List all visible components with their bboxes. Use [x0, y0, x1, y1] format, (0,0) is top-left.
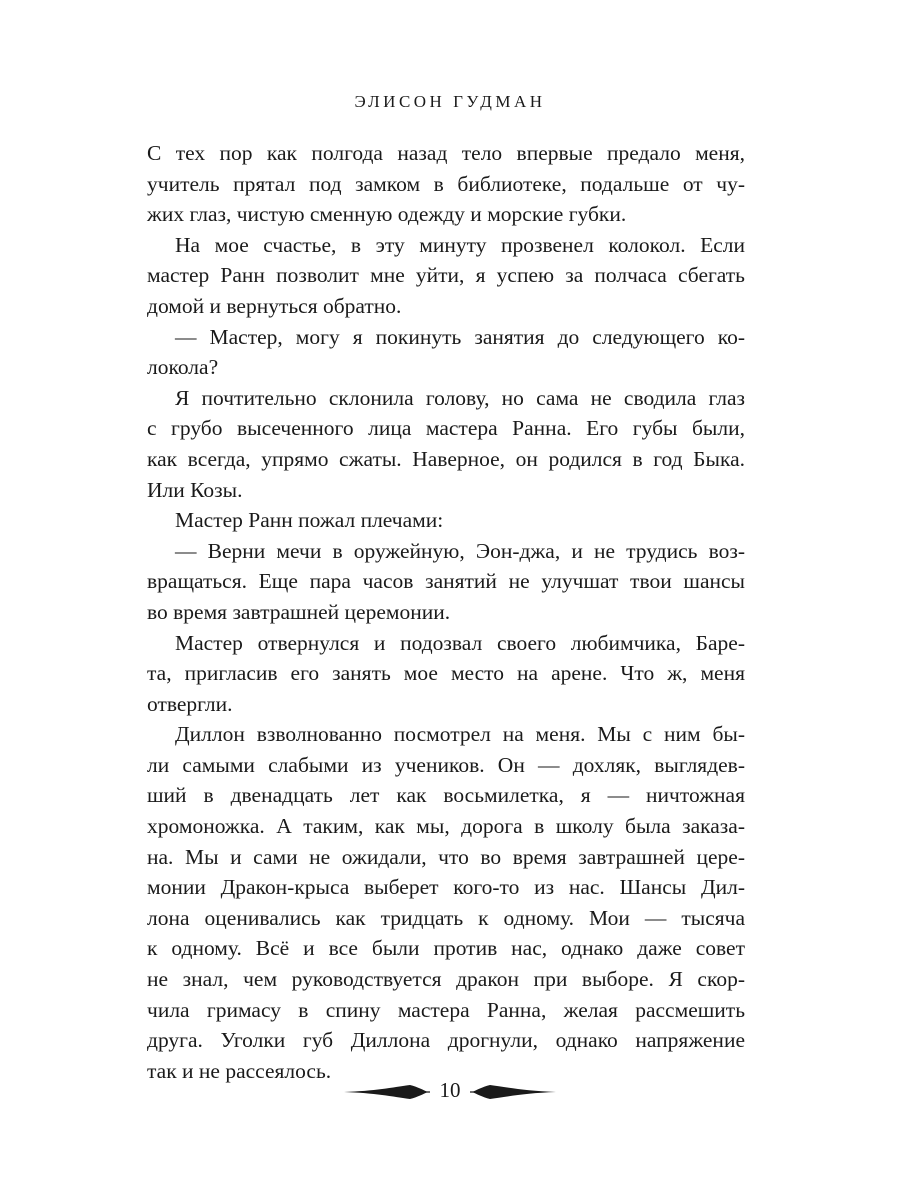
text-line: мастер Ранн позволит мне уйти, я успею за полчаса сбегать [147, 263, 745, 288]
text-line: ли самыми слабыми из учеников. Он — дохляк, выглядев- [147, 752, 745, 777]
text-line: локола? [147, 355, 219, 380]
text-line: — Мастер, могу я покинуть занятия до следующего ко- [175, 324, 745, 349]
text-line: вращаться. Еще пара часов занятий не улучшат твои шансы [147, 569, 745, 594]
text-line: домой и вернуться обратно. [147, 293, 402, 318]
text-line: ший в двенадцать лет как восьмилетка, я — ничтожная [147, 783, 745, 808]
text-line: отвергли. [147, 691, 233, 716]
text-line: на. Мы и сами не ожидали, что во время завтрашней цере- [147, 844, 745, 869]
folio [0, 1074, 900, 1108]
text-line: к одному. Всё и все были против нас, однако даже совет [147, 936, 745, 961]
text-line: монии Дракон-крыса выберет кого-то из нас. Шансы Дил- [147, 875, 745, 900]
text-line: с грубо высеченного лица мастера Ранна. Его губы были, [147, 416, 745, 441]
text-line: так и не рассеялось. [147, 1058, 332, 1083]
text-line: не знал, чем руководствуется дракон при выборе. Я скор- [147, 967, 745, 992]
text-line: чила гримасу в спину мастера Ранна, желая рассмешить [147, 997, 745, 1022]
text-line: как всегда, упрямо сжаты. Наверное, он родился в год Быка. [147, 446, 745, 471]
text-line: Или Козы. [147, 477, 243, 502]
text-line: Я почтительно склонила голову, но сама не сводила глаз [175, 385, 745, 410]
text-line: друга. Уголки губ Диллона дрогнули, однако напряжение [147, 1028, 745, 1053]
text-line: учитель прятал под замком в библиотеке, подальше от чу- [147, 171, 745, 196]
text-line: Мастер отвернулся и подозвал своего любимчика, Баре- [175, 630, 745, 655]
text-line: хромоножка. А таким, как мы, дорога в школу была заказа- [147, 814, 745, 839]
text-line: С тех пор как полгода назад тело впервые предало меня, [147, 141, 745, 165]
text-line: жих глаз, чистую сменную одежду и морские губки. [147, 202, 627, 227]
text-line: Мастер Ранн пожал плечами: [175, 508, 444, 533]
text-line: лона оценивались как тридцать к одному. Мои — тысяча [147, 905, 745, 930]
text-line: — Верни мечи в оружейную, Эон-джа, и не трудись воз- [175, 538, 745, 563]
running-head: ЭЛИСОН ГУДМАН [354, 92, 546, 111]
text-line: та, пригласив его занять мое место на арене. Что ж, меня [147, 661, 745, 686]
page-number: 10 [439, 1078, 461, 1102]
text-line: во время завтрашней церемонии. [147, 599, 451, 624]
text-line: На мое счастье, в эту минуту прозвенел колокол. Если [175, 232, 745, 257]
text-line: Диллон взволнованно посмотрел на меня. Мы с ним бы- [175, 722, 745, 747]
body-text [147, 138, 745, 1086]
